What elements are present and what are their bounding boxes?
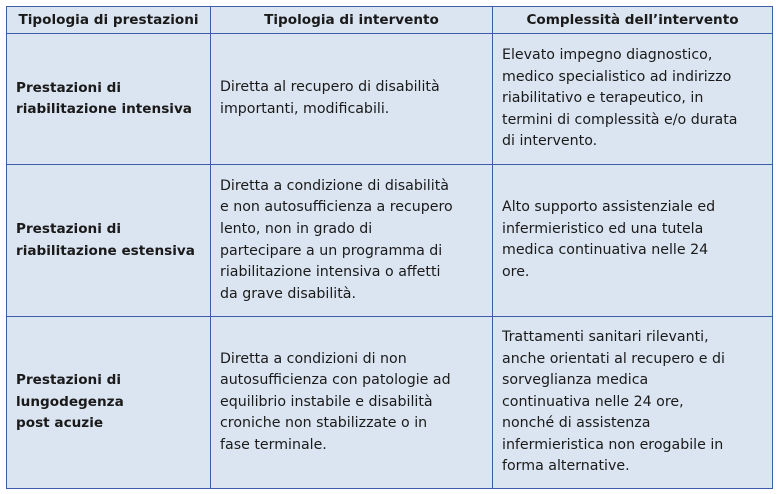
category-line: post acuzie [16, 415, 104, 432]
intervention-cell [211, 165, 493, 317]
complexity-cell [493, 165, 773, 317]
intervention-line: Diretta a condizione di disabilità [220, 177, 449, 194]
category-line: Prestazioni di [16, 372, 122, 389]
header-row [7, 7, 773, 34]
complexity-cell [493, 317, 773, 489]
complexity-line: Elevato impegno diagnostico, [502, 47, 713, 63]
intervention-line: importanti, modificabili. [220, 101, 390, 117]
category-cell [7, 165, 211, 317]
intervention-line: e non autosufficienza a recupero [220, 199, 453, 216]
complexity-line: ore. [502, 263, 530, 280]
complexity-line: infermieristico ed una tutela [502, 220, 704, 237]
header-tipologia-prestazioni: Tipologia di prestazioni [7, 7, 211, 34]
intervention-line: croniche non stabilizzate o in [220, 415, 428, 432]
intervention-line: lento, non in grado di [220, 220, 373, 237]
complexity-line: nonché di assistenza [502, 415, 651, 432]
intervention-line: partecipare a un programma di [220, 242, 443, 259]
complexity-line: infermieristica non erogabile in [502, 436, 724, 453]
intervention-line: autosufficienza con patologie ad [220, 372, 451, 389]
intervention-line: riabilitazione intensiva o affetti [220, 264, 441, 281]
category-line: riabilitazione estensiva [16, 242, 195, 259]
complexity-line: medica continuativa nelle 24 [502, 242, 709, 259]
complexity-line: forma alternative. [502, 458, 630, 475]
category-line: lungodegenza [16, 393, 124, 410]
table-row [7, 34, 773, 165]
intervention-cell [211, 34, 493, 165]
intervention-line: da grave disabilità. [220, 285, 357, 302]
intervention-line: equilibrio instabile e disabilità [220, 393, 433, 410]
table-row [7, 317, 773, 489]
complexity-line: sorveglianza medica [502, 372, 649, 389]
intervention-cell [211, 317, 493, 489]
category-cell [7, 34, 211, 165]
complexity-line: Trattamenti sanitari rilevanti, [502, 328, 709, 345]
intervention-line: fase terminale. [220, 436, 327, 453]
intervention-line: Diretta al recupero di disabilità [220, 79, 440, 96]
complexity-line: continuativa nelle 24 ore, [502, 393, 684, 410]
category-line: riabilitazione intensiva [16, 101, 192, 117]
header-tipologia-intervento: Tipologia di intervento [211, 7, 493, 34]
complexity-line: Alto supporto assistenziale ed [502, 199, 716, 215]
table-row [7, 165, 773, 317]
complexity-line: anche orientati al recupero e di [502, 350, 725, 367]
category-cell [7, 317, 211, 489]
category-line: Prestazioni di [16, 79, 122, 96]
complexity-line: di intervento. [502, 133, 598, 150]
complexity-line: medico specialistico ad indirizzo [502, 68, 732, 85]
complexity-line: termini di complessità e/o durata [502, 111, 738, 128]
prestazioni-table [6, 6, 773, 489]
intervention-line: Diretta a condizioni di non [220, 350, 407, 367]
category-line: Prestazioni di [16, 221, 122, 237]
header-complessita-intervento: Complessità dell’intervento [493, 7, 773, 34]
complexity-cell [493, 34, 773, 165]
complexity-line: riabilitativo e terapeutico, in [502, 90, 704, 107]
